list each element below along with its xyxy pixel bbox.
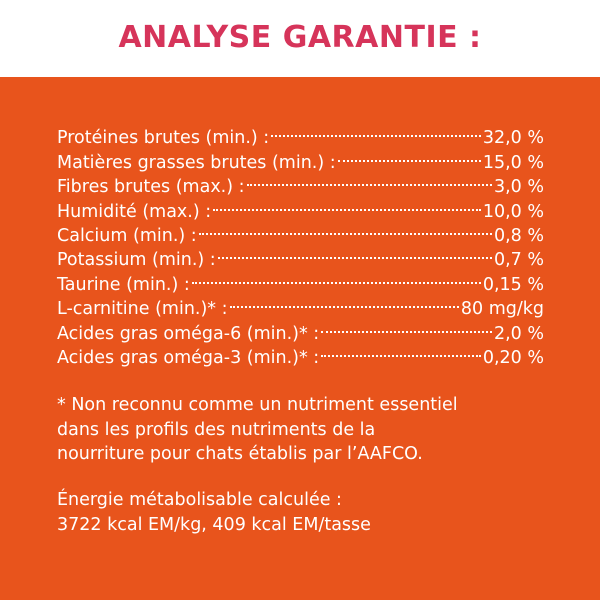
page-title: ANALYSE GARANTIE : bbox=[118, 20, 482, 55]
analysis-label: Acides gras oméga-6 (min.)* : bbox=[57, 323, 320, 344]
analysis-value: 3,0 % bbox=[493, 177, 544, 198]
analysis-label: Matières grasses brutes (min.) : bbox=[57, 152, 336, 173]
analysis-value: 2,0 % bbox=[493, 323, 544, 344]
analysis-label: Acides gras oméga-3 (min.)* : bbox=[57, 347, 320, 368]
analysis-label: L-carnitine (min.)* : bbox=[57, 299, 228, 320]
analysis-value: 80 mg/kg bbox=[460, 299, 544, 320]
analysis-label: Taurine (min.) : bbox=[57, 274, 190, 295]
dot-leader bbox=[271, 119, 481, 143]
header-banner bbox=[0, 0, 600, 77]
analysis-value: 15,0 % bbox=[482, 152, 544, 173]
guaranteed-analysis-list bbox=[57, 119, 544, 368]
footnote-line: nourriture pour chats établis par l’AAFCO. bbox=[57, 444, 423, 464]
analysis-value: 0,7 % bbox=[493, 250, 544, 271]
analysis-value: 10,0 % bbox=[482, 201, 544, 222]
dot-leader bbox=[199, 217, 492, 241]
dot-leader bbox=[321, 339, 481, 363]
analysis-label: Protéines brutes (min.) : bbox=[57, 128, 270, 149]
analysis-label: Fibres brutes (max.) : bbox=[57, 177, 245, 198]
analysis-value: 0,20 % bbox=[482, 347, 544, 368]
energy-value: 3722 kcal EM/kg, 409 kcal EM/tasse bbox=[57, 514, 371, 535]
energy-heading: Énergie métabolisable calculée : bbox=[57, 490, 342, 510]
footnote-line: dans les profils des nutriments de la bbox=[57, 419, 376, 440]
dot-leader bbox=[338, 143, 481, 167]
analysis-value: 32,0 % bbox=[482, 128, 544, 149]
analysis-label: Calcium (min.) : bbox=[57, 225, 197, 246]
dot-leader bbox=[213, 192, 481, 216]
analysis-label: Humidité (max.) : bbox=[57, 201, 212, 222]
dot-leader bbox=[192, 265, 481, 289]
footnote-line: * Non reconnu comme un nutriment essentiel bbox=[57, 395, 458, 415]
dot-leader bbox=[247, 168, 492, 192]
aafco-footnote bbox=[57, 393, 557, 467]
analysis-label: Potassium (min.) : bbox=[57, 250, 216, 271]
dot-leader bbox=[230, 290, 459, 314]
analysis-value: 0,8 % bbox=[493, 225, 544, 246]
dot-leader bbox=[218, 241, 492, 265]
dot-leader bbox=[321, 314, 492, 338]
analysis-row-protein bbox=[57, 119, 544, 149]
analysis-value: 0,15 % bbox=[482, 274, 544, 295]
metabolizable-energy bbox=[57, 488, 557, 537]
